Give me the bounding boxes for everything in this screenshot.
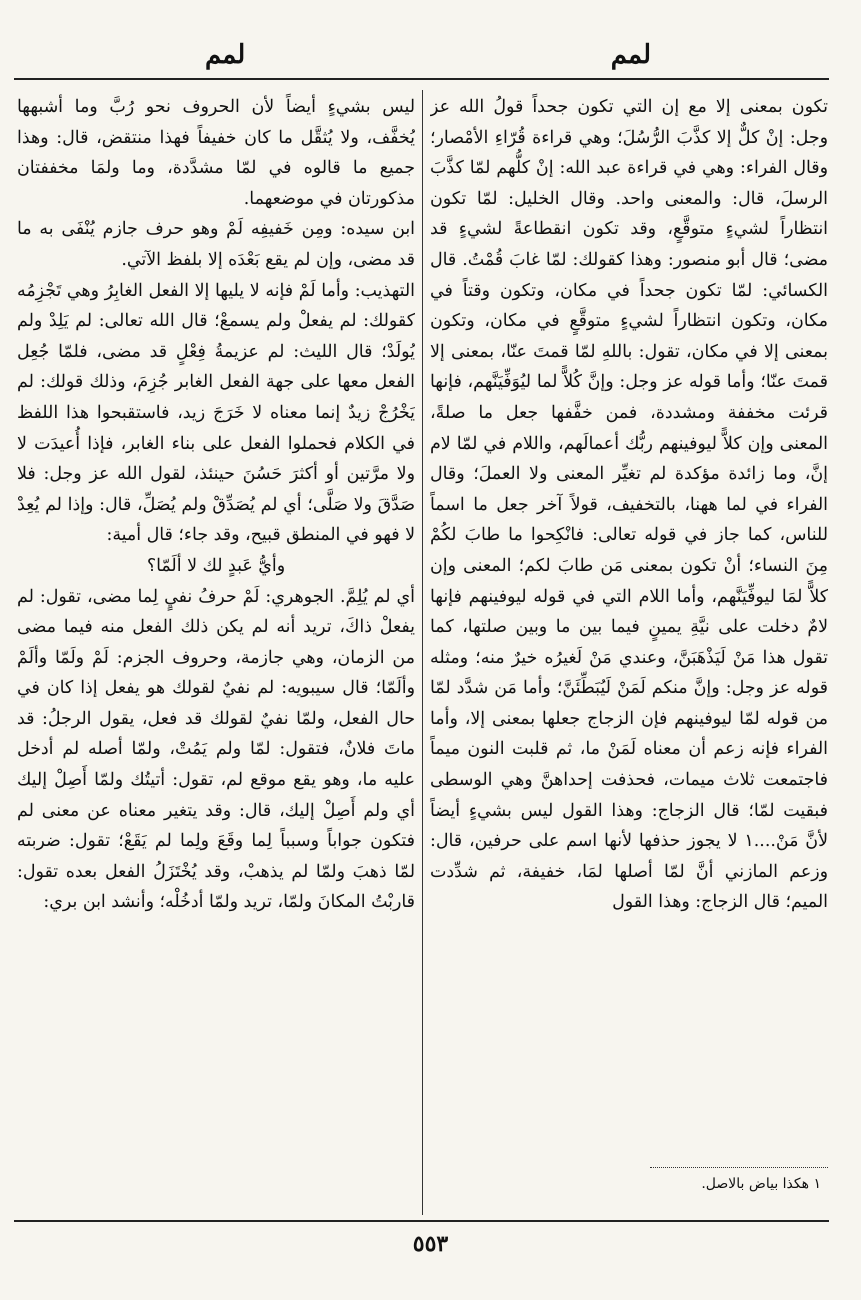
footnote: ١ هكذا بياض بالاصل. bbox=[701, 1176, 821, 1192]
page-number: ٥٥٣ bbox=[412, 1231, 449, 1257]
paragraph: ابن سيده: ومِن خَفيفِه لَمْ وهو حرف جازم يُنْفَى به ما قد مضى، وإن لم يقع بَعْدَه إلا بلفظ الآتي. bbox=[17, 219, 415, 270]
paragraph: تكون بمعنى إلا مع إن التي تكون جحداً قولُ الله عز وجل: إنْ كلٌّ إلا كذَّبَ الرُّسُلَ؛ وهي قراءة قُرّاءِ الأمْصار؛ وقال الفراء: وهي في قراءة عبد الله: إنْ كلُّهم لمّا كذَّبَ الرسلَ، قال: والمعنى واحد. وقال الخليل: لمّا تكون انتظاراً لشيءٍ متوقَّعٍ، وقد تكون انقطاعةً لشيءٍ قد مضى؛ قال أبو منصور: وهذا كقولك: لمّا غابَ قُمْتُ. قال الكسائي: لمّا تكون جحداً في مكان، وتكون وقتاً في مكان، وتكون انتظاراً لشيءٍ متوقَّعٍ في مكان، وتكون بمعنى إلا في مكان، تقول: باللهِ لمّا قمتَ عنّا، بمعنى إلا قمتَ عنّا؛ وأما قوله عز وجل: وإنَّ كُلاًّ لما ليُوَفِّيَنَّهم، فإنها قرئت مخففة ومشددة، فمن خفَّفها جعل ما صلةً، المعنى وإن كلاًّ ليوفينهم ربُّك أعمالَهم، واللام في لمّا لام إنَّ، وما زائدة مؤكدة لم تغيِّر المعنى ولا العملَ؛ وقال الفراء في لما ههنا، بالتخفيف، قولاً آخر جعل ما اسماً للناس، كما جاز في قوله تعالى: فانْكِحوا ما طابَ لكُمْ مِنَ النساء؛ أنْ تكون بمعنى مَن طابَ لكم؛ المعنى وإن كلاًّ لمَا ليوفِّيَنَّهم، وأما اللام التي في قوله ليوفينهم فإنها لامٌ دخلت على نيَّةِ يمينٍ فيما بين ما وبين صلتها، كما تقول هذا مَنْ لَيَذْهَبَنَّ، وعندي مَنْ لَغيرُه خيرٌ منه؛ ومثله قوله عز وجل: وإنَّ منكم لَمَنْ لَيُبَطِّئَنَّ؛ وأما مَن شدَّد لمّا من قوله لمّا ليوفينهم فإن الزجاج جعلها بمعنى إلا، وأما الفراء فإنه زعم أن معناه لَمَنْ ما، ثم قلبت النون ميماً فاجتمعت ثلاث ميمات، فحذفت إحداهنَّ وهي الوسطى فبقيت لمّا؛ قال الزجاج: وهذا القول ليس بشيءٍ أيضاً لأنَّ مَنْ....١ لا يجوز حذفها لأنها اسم على حرفين، قال: وزعم المازني أنَّ لمّا أصلها لمَا، خفيفة، ثم شدِّدت الميم؛ قال الزجاج: وهذا القول bbox=[430, 97, 828, 913]
paragraph: أي لم يُلِمَّ. الجوهري: لَمْ حرفُ نفيٍ لِما مضى، تقول: لم يفعلْ ذاكَ، تريد أنه لم يكن ذلك الفعل منه فيما مضى من الزمان، وهي جازمة، وحروف الجزم: لَمْ ولَمّا وألَمْ وألَمّا؛ قال سيبويه: لم نفيٌ لقولك هو يفعل إذا كان في حال الفعل، ولمّا نفيٌ لقولك قد فعل، يقول الرجلُ: قد ماتَ فلانٌ، فتقول: لمّا ولم يَمُتْ، ولمّا أصله لم أدخل عليه ما، وهو يقع موقع لم، تقول: أتيتُك ولمّا أَصِلْ إليك أي ولم أَصِلْ إليك، قال: وقد يتغير معناه عن معنى لم فتكون جواباً وسبباً لِما وقَعَ ولِما لم يَقَعْ؛ تقول: ضربته لمّا ذهبَ ولمّا لم يذهبْ، وقد يُخْتَزَلُ الفعل بعده تقول: قاربْتُ المكانَ ولمّا، تريد ولمّا أدخُلْه؛ وأنشد ابن بري: bbox=[17, 586, 415, 913]
footnote-rule bbox=[650, 1167, 828, 1168]
header-rule bbox=[14, 78, 829, 80]
right-column bbox=[430, 92, 828, 1202]
footer-rule bbox=[14, 1220, 829, 1222]
paragraph: ليس بشيءٍ أيضاً لأن الحروف نحو رُبَّ وما أشبهها يُخفَّف، ولا يُثقَّل ما كان خفيفاً فهذا منتقض، قال: وهذا جميع ما قالوه في لمّا مشدَّدة، وما ولمَا مخففتان مذكورتان في موضعهما. bbox=[17, 97, 415, 209]
left-column bbox=[17, 92, 415, 1202]
column-divider bbox=[422, 90, 423, 1215]
verse-line: وأيُّ عَبدٍ لك لا ألَمّا؟ bbox=[146, 555, 286, 576]
running-header-right: لمم bbox=[610, 40, 651, 70]
paragraph: التهذيب: وأما لَمْ فإنه لا يليها إلا الفعل الغابِرُ وهي تَجْزِمُه كقولك: لم يفعلْ ولم يسمعْ؛ قال الله تعالى: لم يَلِدْ ولم يُولَدْ؛ قال الليث: لم عزيمةُ فِعْلٍ قد مضى، فلمّا جُعِل الفعل معها على جهة الفعل الغابر جُزِمَ، وذلك قولك: لم يَخْرُجْ زيدٌ إنما معناه لا خَرَجَ زيد، فاستقبحوا هذا اللفظ في الكلام فحملوا الفعل على بناء الغابر، فإذا أُعيدَت لا ولا مرَّتين أو أكثرَ حَسُنَ حينئذ، لقول الله عز وجل: فلا صَدَّقَ ولا صَلَّى؛ أي لم يُصَدِّقْ ولم يُصَلِّ، قال: وإذا لم يُعِدْ لا فهو في المنطق قبيح، وقد جاء؛ قال أمية: bbox=[17, 280, 415, 546]
running-header-left: لمم bbox=[205, 40, 246, 70]
